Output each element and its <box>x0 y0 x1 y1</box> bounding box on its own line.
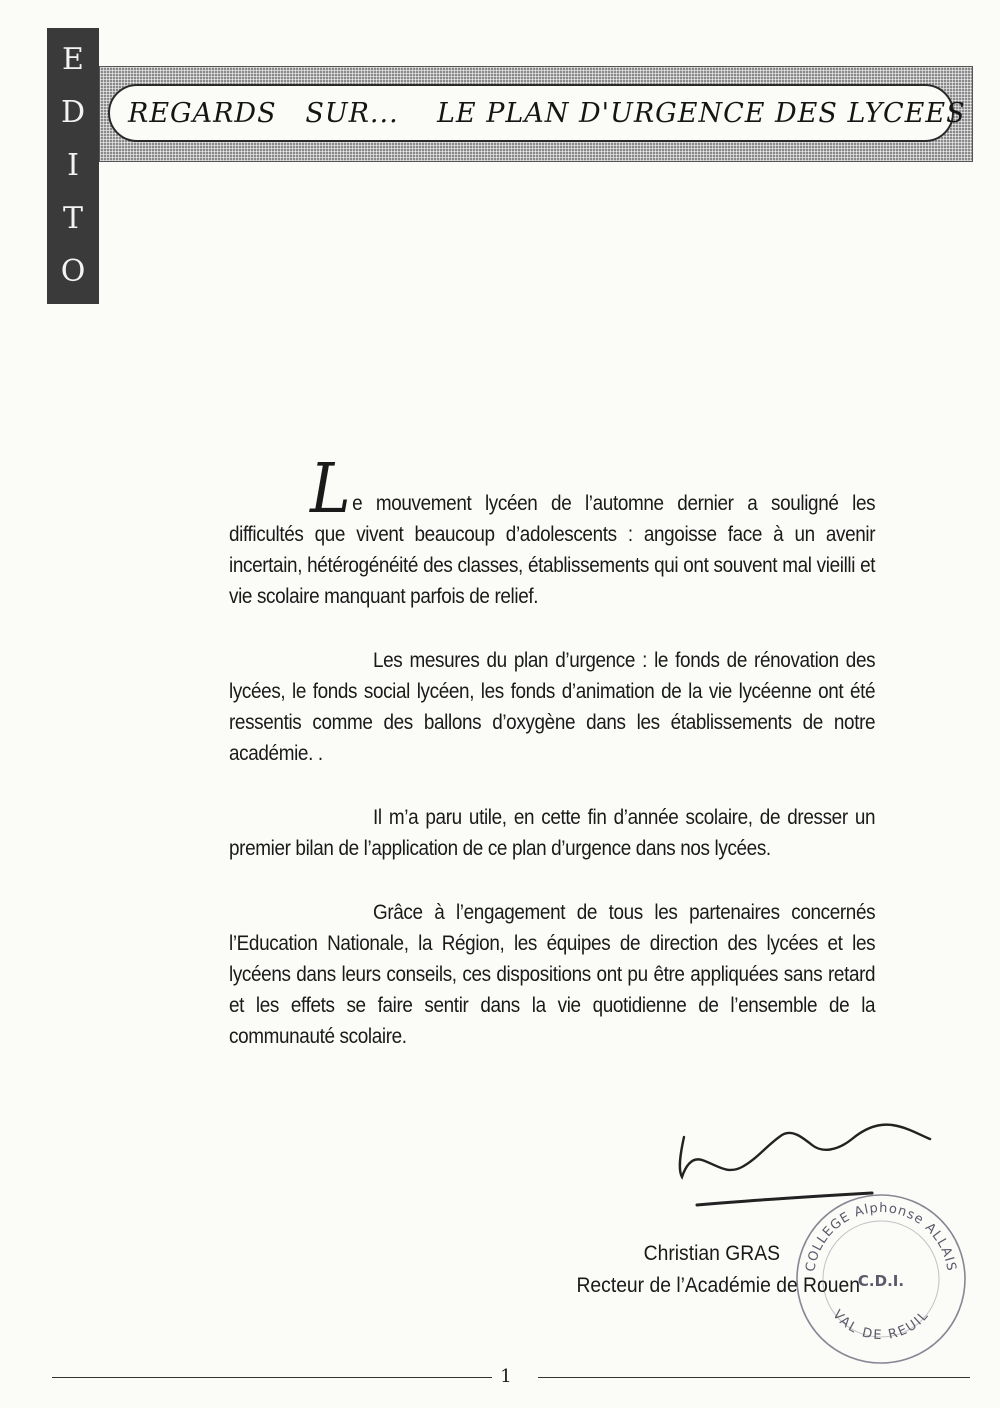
svg-text:COLLEGE Alphonse ALLAIS <box>803 1201 958 1273</box>
edito-letter: E <box>62 42 84 78</box>
header-title-box <box>108 84 966 142</box>
footer-rule-right <box>538 1377 970 1378</box>
signatory-role: Recteur de l’Académie de Rouen <box>576 1274 860 1297</box>
edito-letter: O <box>60 253 86 289</box>
edito-letter: T <box>62 200 83 236</box>
paragraph-1 <box>229 450 876 612</box>
edito-sidebar <box>47 28 99 304</box>
page-number: 1 <box>500 1366 512 1387</box>
drop-cap: L <box>310 450 351 529</box>
stamp-bottom-text: VAL DE REUIL <box>829 1307 933 1344</box>
paragraph-4: Grâce à l’engagement de tous les partenaires concernés l’Education Nationale, la Région, les équipes de direction des lycées et les lycéens dans leurs conseils, ces dispositions ont pu être appliquées sans retard et les effets se faire sentir dans la vie quotidienne de l’ensemble de la communauté scolaire. <box>229 901 876 1048</box>
signatory-name: Christian GRAS <box>643 1242 780 1265</box>
svg-text:VAL DE REUIL <box>829 1307 932 1343</box>
school-stamp <box>792 1190 970 1368</box>
page-title: REGARDS SUR... LE PLAN D'URGENCE DES LYCEES <box>128 97 966 129</box>
edito-letter: I <box>67 147 79 183</box>
stamp-center-text: C.D.I. <box>857 1272 905 1290</box>
article-body <box>229 450 876 1085</box>
stamp-top-text: COLLEGE Alphonse ALLAIS <box>803 1200 959 1273</box>
paragraph-1-text: e mouvement lycéen de l’automne dernier a souligné les difficultés que vivent beaucoup d’adolescents : angoisse face à un avenir incertain, hétérogénéité des classes, établissements qui ont souvent mal vieilli et vie scolaire manquant parfois de relief. <box>229 492 876 608</box>
footer-rule-left <box>52 1377 492 1378</box>
edito-letter: D <box>60 95 86 131</box>
paragraph-2: Les mesures du plan d’urgence : le fonds de rénovation des lycées, le fonds social lycéen, les fonds d’animation de la vie lycéenne ont été ressentis comme des ballons d’oxygène dans les établissements de notre académie. . <box>229 649 876 765</box>
paragraph-3: Il m’a paru utile, en cette fin d’année scolaire, de dresser un premier bilan de l’application de ce plan d’urgence dans nos lycées. <box>229 806 876 860</box>
